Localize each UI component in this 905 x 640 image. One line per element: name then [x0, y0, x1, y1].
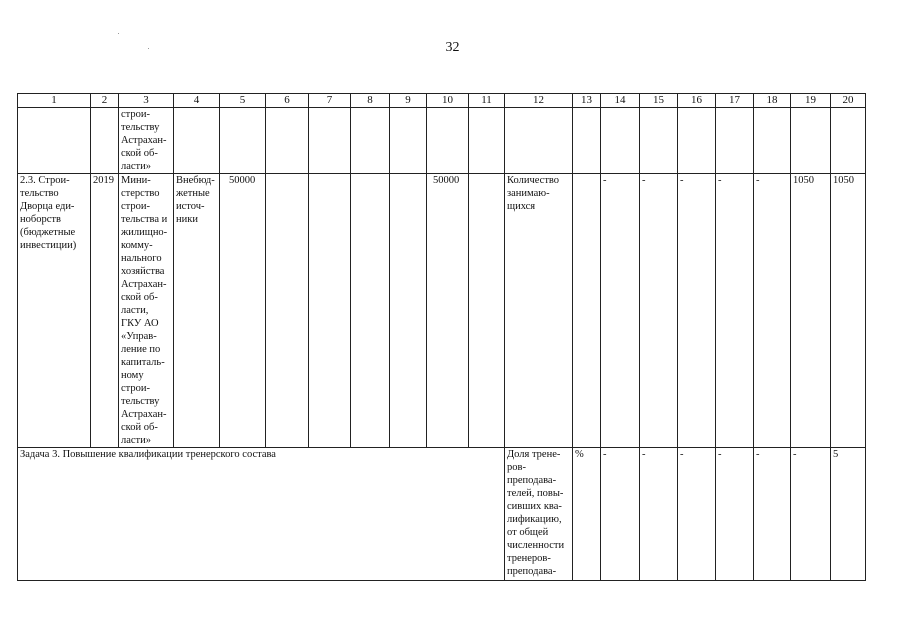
table-row-2-3 [18, 174, 866, 448]
indicator-value-cell: - [754, 174, 791, 448]
indicator-value-cell: - [791, 448, 831, 581]
indicator-value-cell: - [754, 448, 791, 581]
year-cell: 2019 [91, 174, 119, 448]
column-number: 1 [18, 94, 91, 108]
amount-2019-cell: 50000 [427, 174, 469, 448]
indicator-value-cell: - [601, 448, 640, 581]
column-number: 6 [266, 94, 309, 108]
amount-total-cell: 50000 [220, 174, 266, 448]
column-number: 17 [716, 94, 754, 108]
indicator-value-cell: - [640, 174, 678, 448]
column-number: 20 [831, 94, 866, 108]
column-number: 18 [754, 94, 791, 108]
indicator-name-cell: Доля трене- ров- преподава- телей, повы- сивших ква- лификацию, от общей численности тренеров- преподава- [505, 448, 573, 581]
column-number: 19 [791, 94, 831, 108]
column-number: 13 [573, 94, 601, 108]
task-title: Задача 3. Повышение квалификации тренерского состава [20, 449, 276, 460]
column-number: 7 [309, 94, 351, 108]
indicator-value-cell: - [601, 174, 640, 448]
indicator-value-cell: - [678, 448, 716, 581]
column-number: 5 [220, 94, 266, 108]
task-title-cell [18, 448, 505, 581]
indicator-value-cell: 5 [831, 448, 866, 581]
column-number: 8 [351, 94, 390, 108]
indicator-value-cell: - [716, 174, 754, 448]
scan-speck [118, 33, 119, 34]
scan-speck [148, 48, 149, 49]
indicator-value-cell: - [678, 174, 716, 448]
measure-name-cell: 2.3. Строи- тельство Дворца еди- ноборств (бюджетные инвестиции) [18, 174, 91, 448]
column-number: 2 [91, 94, 119, 108]
column-number-row [18, 94, 866, 108]
table-row-task-3 [18, 448, 866, 581]
column-number: 9 [390, 94, 427, 108]
column-number: 4 [174, 94, 220, 108]
indicator-value-cell: - [640, 448, 678, 581]
table-row-continuation [18, 108, 866, 174]
column-number: 15 [640, 94, 678, 108]
indicator-name-cell: Количество занимаю- щихся [505, 174, 573, 448]
executor-cell: строи- тельству Астрахан- ской об- ласти» [119, 108, 174, 174]
unit-cell: % [573, 448, 601, 581]
indicator-value-cell: - [716, 448, 754, 581]
column-number: 14 [601, 94, 640, 108]
column-number: 16 [678, 94, 716, 108]
column-number: 11 [469, 94, 505, 108]
column-number: 10 [427, 94, 469, 108]
executor-cell: Мини- стерство строи- тельства и жилищно- комму- нального хозяйства Астрахан- ской об- ласти, ГКУ АО «Управ- ление по капиталь- ному строи- тельству Астрахан- ской об- ласти» [119, 174, 174, 448]
column-number: 3 [119, 94, 174, 108]
indicator-value-cell: 1050 [831, 174, 866, 448]
page-number: 32 [445, 40, 460, 55]
indicator-value-cell: 1050 [791, 174, 831, 448]
funding-source-cell: Внебюд- жетные источ- ники [174, 174, 220, 448]
program-table [17, 93, 866, 581]
column-number: 12 [505, 94, 573, 108]
